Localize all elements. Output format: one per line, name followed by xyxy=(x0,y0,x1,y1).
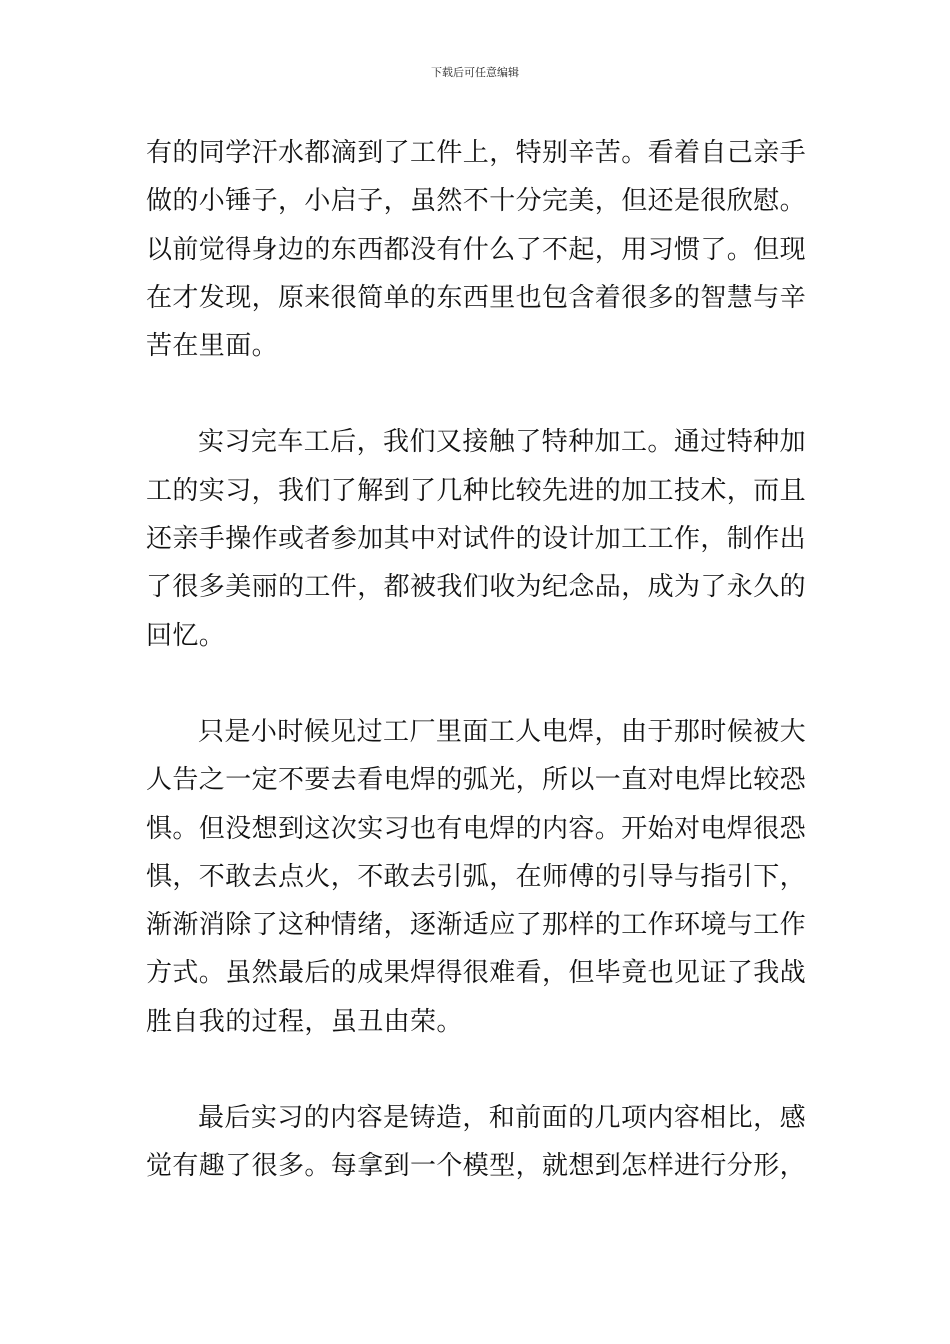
paragraph-continuation: 有的同学汗水都滴到了工件上，特别辛苦。看着自己亲手做的小锤子，小启子，虽然不十分完美，但还是很欣慰。以前觉得身边的东西都没有什么了不起，用习惯了。但现在才发现，原来很简单的东西里也包含着很多的智慧与辛苦在里面。 xyxy=(146,138,807,362)
paragraph-welding: 只是小时候见过工厂里面工人电焊，由于那时候被大人告之一定不要去看电焊的弧光，所以一直对电焊比较恐惧。但没想到这次实习也有电焊的内容。开始对电焊很恐惧，不敢去点火，不敢去引弧，在师傅的引导与指引下，渐渐消除了这种情绪，逐渐适应了那样的工作环境与工作方式。虽然最后的成果焊得很难看，但毕竟也见证了我战胜自我的过程，虽丑由荣。 xyxy=(146,716,807,1037)
page-header: 下载后可任意编辑 xyxy=(431,66,519,79)
paragraph-casting: 最后实习的内容是铸造，和前面的几项内容相比，感觉有趣了很多。每拿到一个模型，就想到怎样进行分形， xyxy=(146,1103,807,1182)
paragraph-special-machining: 实习完车工后，我们又接触了特种加工。通过特种加工的实习，我们了解到了几种比较先进的加工技术，而且还亲手操作或者参加其中对试件的设计加工工作，制作出了很多美丽的工件，都被我们收为纪念品，成为了永久的回忆。 xyxy=(146,427,807,651)
document-body xyxy=(146,129,806,1191)
